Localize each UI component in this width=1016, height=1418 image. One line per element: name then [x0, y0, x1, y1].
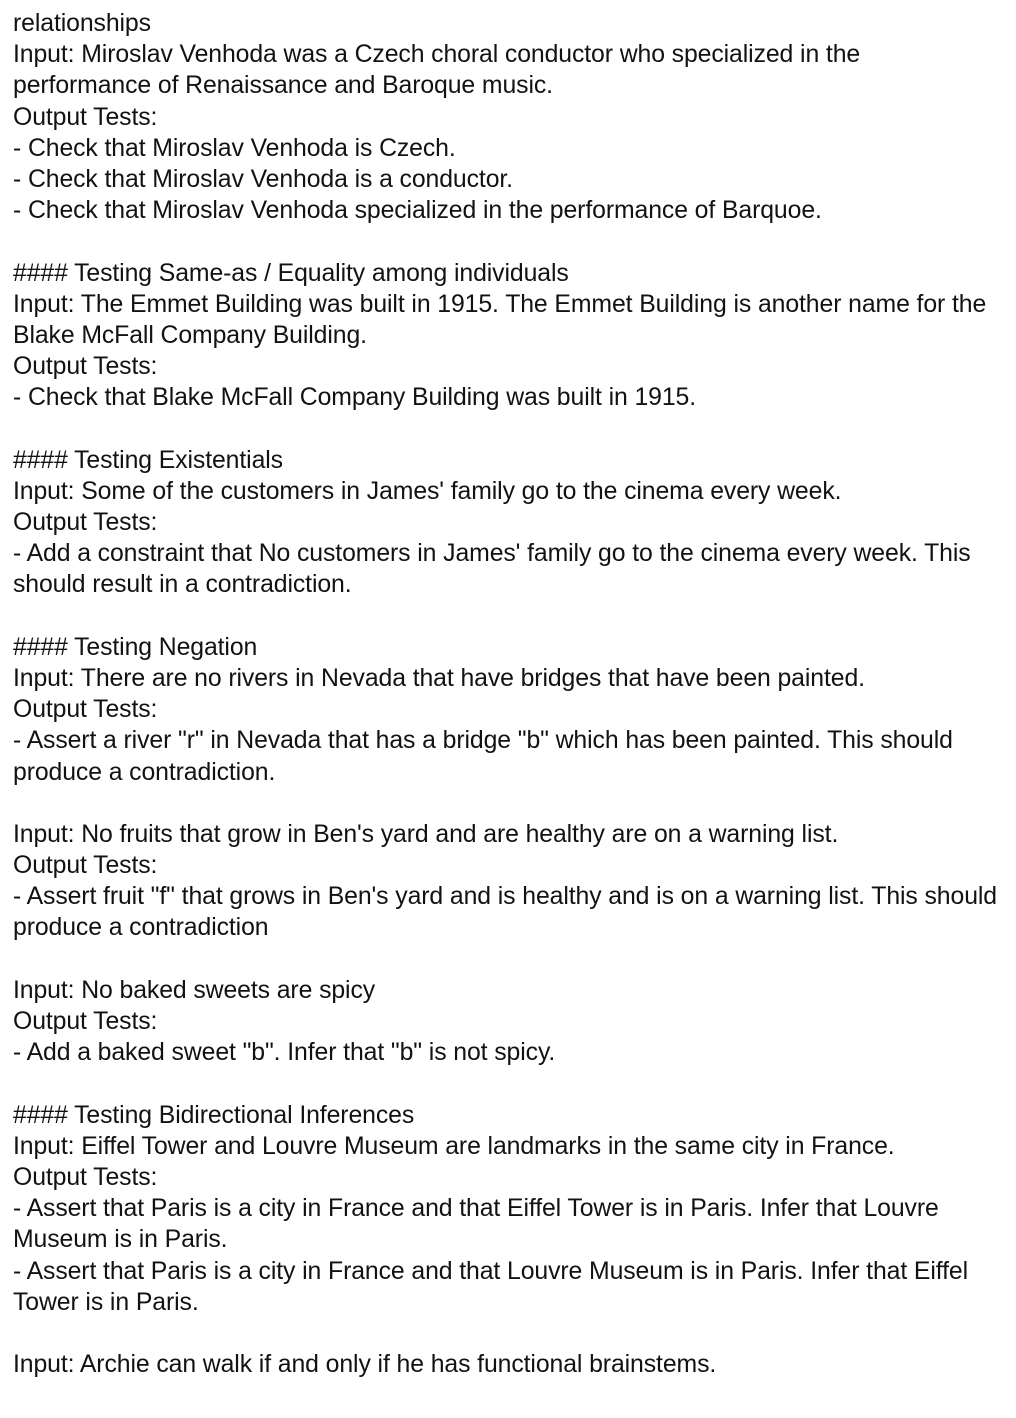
text-line: Input: The Emmet Building was built in 1915. The Emmet Building is another name for the [13, 290, 987, 318]
text-line: #### Testing Same-as / Equality among individuals [13, 259, 569, 287]
text-line: Output Tests: [13, 696, 158, 724]
text-line: produce a contradiction. [13, 758, 276, 786]
text-line: should result in a contradiction. [13, 571, 352, 599]
blank-line [13, 413, 1010, 444]
text-line: Output Tests: [13, 353, 158, 381]
text-line: #### Testing Negation [13, 633, 258, 661]
text-line: #### Testing Existentials [13, 446, 283, 474]
text-line: Output Tests: [13, 852, 158, 880]
text-line: - Assert that Paris is a city in France and that Louvre Museum is in Paris. Infer that Eiffel [13, 1257, 968, 1285]
text-line: produce a contradiction [13, 914, 269, 942]
text-line: Input: No fruits that grow in Ben's yard and are healthy are on a warning list. [13, 820, 839, 848]
text-line: Tower is in Paris. [13, 1288, 199, 1316]
blank-line [13, 788, 1010, 819]
text-line: - Check that Miroslav Venhoda specialized in the performance of Barquoe. [13, 197, 822, 225]
text-line: Blake McFall Company Building. [13, 321, 367, 349]
blank-line [13, 226, 1010, 257]
text-line: Input: Eiffel Tower and Louvre Museum are landmarks in the same city in France. [13, 1132, 895, 1160]
text-line: - Check that Miroslav Venhoda is a conductor. [13, 165, 513, 193]
text-line: Input: There are no rivers in Nevada that have bridges that have been painted. [13, 664, 865, 692]
blank-line [13, 1068, 1010, 1099]
text-line: #### Testing Bidirectional Inferences [13, 1101, 415, 1129]
text-line: relationships [13, 10, 151, 37]
text-line: - Assert fruit "f" that grows in Ben's yard and is healthy and is on a warning list. This should [13, 883, 997, 911]
text-line: Input: No baked sweets are spicy [13, 976, 376, 1004]
text-line: Output Tests: [13, 1163, 158, 1191]
blank-line [13, 944, 1010, 975]
text-line: Output Tests: [13, 103, 158, 131]
blank-line [13, 601, 1010, 632]
text-line: - Assert a river "r" in Nevada that has a bridge "b" which has been painted. This should [13, 727, 953, 755]
text-line: Input: Some of the customers in James' family go to the cinema every week. [13, 477, 842, 505]
text-line: Museum is in Paris. [13, 1226, 228, 1254]
blank-line [13, 1318, 1010, 1349]
text-line: - Add a baked sweet "b". Infer that "b" is not spicy. [13, 1039, 556, 1067]
text-line: Input: Archie can walk if and only if he has functional brainstems. [13, 1351, 717, 1379]
text-line: performance of Renaissance and Baroque music. [13, 72, 553, 100]
text-line: Output Tests: [13, 509, 158, 536]
text-line: - Add a constraint that No customers in James' family go to the cinema every week. This [13, 540, 971, 568]
text-line: - Assert that Paris is a city in France and that Eiffel Tower is in Paris. Infer that Louvre [13, 1195, 939, 1223]
text-line: Input: Miroslav Venhoda was a Czech choral conductor who specialized in the [13, 41, 861, 69]
text-line: - Check that Blake McFall Company Building was built in 1915. [13, 384, 697, 412]
text-line: - Check that Miroslav Venhoda is Czech. [13, 134, 456, 162]
text-line: Output Tests: [13, 1008, 158, 1035]
